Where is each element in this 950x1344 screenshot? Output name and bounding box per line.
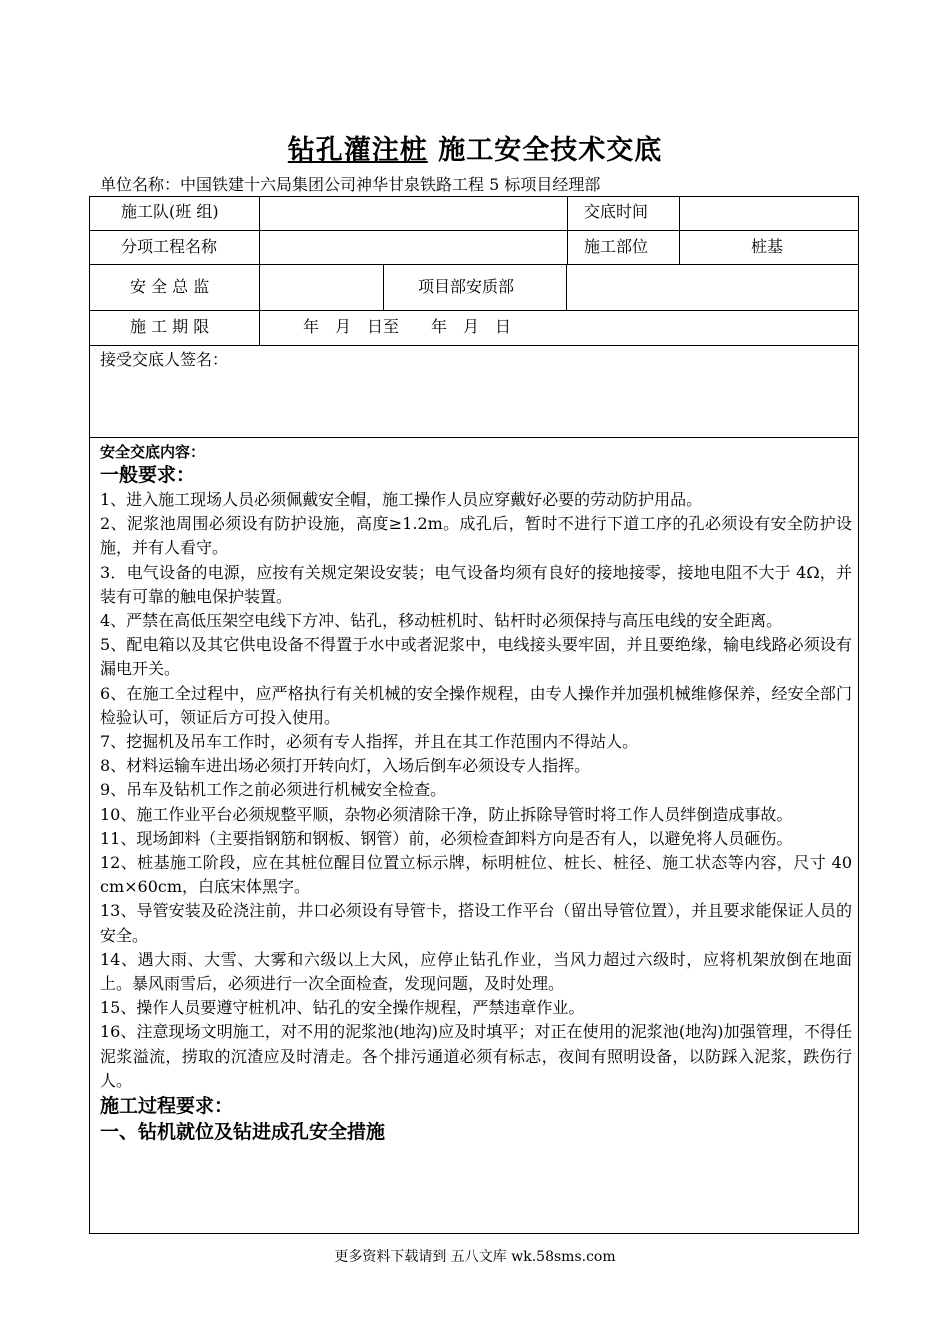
title-underlined: 钻孔灌注桩	[287, 135, 428, 166]
period-label: 施 工 期 限	[130, 317, 210, 336]
list-item: 9、吊车及钻机工作之前必须进行机械安全检查。	[100, 780, 447, 800]
row-divider	[89, 345, 859, 346]
list-item: 13、导管安装及砼浇注前，井口必须设有导管卡，搭设工作平台（留出导管位置），并且要求能保证人员的安全。	[100, 901, 852, 945]
location-label: 施工部位	[584, 237, 649, 256]
subproject-label: 分项工程名称	[121, 237, 218, 256]
safety-content	[100, 442, 852, 1145]
team-label: 施工队(班 组)	[121, 202, 219, 221]
list-item: 8、材料运输车进出场必须打开转向灯，入场后倒车必须设专人指挥。	[100, 756, 591, 776]
list-item: 3．电气设备的电源，应按有关规定架设安装；电气设备均须有良好的接地接零，接地电阻不大于 4Ω，并装有可靠的触电保护装置。	[100, 562, 852, 606]
unit-name-line: 单位名称：中国铁建十六局集团公司神华甘泉铁路工程 5 标项目经理部	[100, 175, 601, 194]
list-item: 14、遇大雨、大雪、大雾和六级以上大风，应停止钻孔作业，当风力超过六级时，应将机架放倒在地面上。暴风雨雪后，必须进行一次全面检查，发现问题，及时处理。	[100, 949, 852, 994]
row-divider	[89, 230, 859, 231]
signature-label: 接受交底人签名：	[100, 350, 229, 369]
footer-link[interactable]: 更多资料下载请到 五八文库 wk.58sms.com	[334, 1249, 616, 1265]
safety-director-label: 安 全 总 监	[130, 277, 210, 296]
process-requirements-title: 施工过程要求：	[100, 1095, 234, 1118]
column-divider	[566, 264, 567, 310]
list-item: 15、操作人员要遵守桩机冲、钻孔的安全操作规程，严禁违章作业。	[100, 998, 585, 1018]
location-value: 桩基	[751, 237, 784, 256]
qa-dept-label: 项目部安质部	[418, 277, 515, 296]
list-item: 11、现场卸料（主要指钢筋和钢板、钢管）前，必须检查卸料方向是否有人，以避免将人员砸伤。	[100, 828, 793, 848]
list-item: 4、严禁在高低压架空电线下方冲、钻孔，移动桩机时、钻杆时必须保持与高压电线的安全距离。	[100, 611, 783, 631]
column-divider	[259, 196, 260, 345]
content-header: 安全交底内容：	[100, 443, 206, 461]
column-divider	[383, 264, 384, 310]
row-divider	[89, 264, 859, 265]
column-divider	[567, 196, 568, 264]
list-item: 5、配电箱以及其它供电设备不得置于水中或者泥浆中，电线接头要牢固，并且要绝缘，输电线路必须设有漏电开关。	[100, 635, 852, 679]
document-title	[0, 128, 950, 167]
list-item: 12、桩基施工阶段，应在其桩位醒目位置立标示牌，标明桩位、桩长、桩径、施工状态等内容，尺寸 40 cm×60cm，白底宋体黑字。	[100, 853, 852, 897]
process-subsection-title: 一、钻机就位及钻进成孔安全措施	[100, 1121, 386, 1144]
column-divider	[679, 196, 680, 264]
title-rest: 施工安全技术交底	[427, 135, 663, 166]
row-divider	[89, 437, 859, 438]
list-item: 10、施工作业平台必须规整平顺，杂物必须清除干净，防止拆除导管时将工作人员绊倒造成事故。	[100, 804, 793, 824]
list-item: 6、在施工全过程中，应严格执行有关机械的安全操作规程，由专人操作并加强机械维修保养，经安全部门检验认可，领证后方可投入使用。	[100, 683, 852, 727]
row-divider	[89, 310, 859, 311]
period-value[interactable]: 年 月 日至 年 月 日	[303, 317, 512, 336]
list-item: 1、进入施工现场人员必须佩戴安全帽，施工操作人员应穿戴好必要的劳动防护用品。	[100, 490, 703, 509]
time-label: 交底时间	[584, 202, 649, 221]
list-item: 2、泥浆池周围必须设有防护设施，高度≥1.2m。成孔后，暂时不进行下道工序的孔必须设有安全防护设施，并有人看守。	[100, 514, 852, 558]
list-item: 16、注意现场文明施工，对不用的泥浆池(地沟)应及时填平；对正在使用的泥浆池(地沟)加强管理，不得任泥浆溢流，捞取的沉渣应及时清走。各个排污通道必须有标志，夜间有照明设备，以防踩入泥浆，跌伤行人。	[100, 1022, 852, 1090]
list-item: 7、挖掘机及吊车工作时，必须有专人指挥，并且在其工作范围内不得站人。	[100, 732, 639, 752]
general-requirements-title: 一般要求：	[100, 464, 196, 486]
